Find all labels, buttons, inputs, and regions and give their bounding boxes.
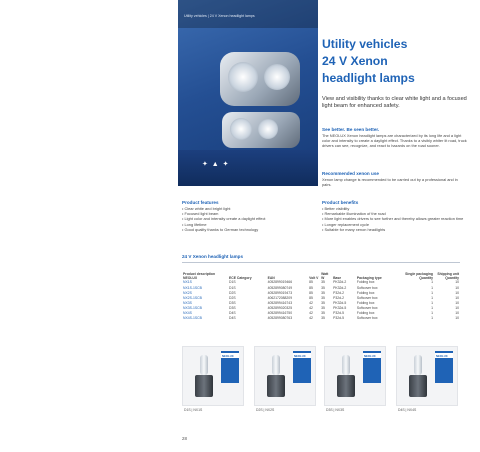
table-cell: NX1S [183,280,192,285]
table-cell: 1 [431,280,433,285]
catalog-page [178,0,468,452]
table-cell: PK32d-2 [333,285,347,290]
package-box [435,351,453,383]
table-cell: 1 [431,290,433,295]
table-cell: PK32d-5 [333,305,347,310]
table-cell: P32d-5 [333,316,345,321]
table-top-rule [182,262,460,263]
table-cell: D1S [229,285,236,290]
package-box [293,351,311,383]
xenon-bulb-icon [403,355,433,401]
table-cell: 85 [309,295,313,300]
table-cell: NX2S [183,290,192,295]
product-label: D2S | NX2S [256,408,275,412]
table-cell: Folding box [356,310,375,315]
table-cell: 4052899019466 [267,280,293,285]
col-header: EAN [267,276,275,281]
list-item: • Focused light beam [182,211,318,216]
table-cell: 35 [321,316,325,321]
table-cell: PK32d-2 [333,280,347,285]
table-cell: D1S [229,280,236,285]
table-title: 24 V Xenon headlight lamps [182,254,244,259]
table-cell: D2S [229,290,236,295]
table-cell: Folding box [356,280,375,285]
col-header: Volt V [309,276,319,281]
table-cell: PK32d-5 [333,300,347,305]
table-cell: 35 [321,290,325,295]
product-image [182,346,244,406]
table-cell: P32d-5 [333,310,345,315]
list-item: • Long lifetime [182,222,318,227]
table-cell: NX1S-1SCB [183,285,202,290]
brand-label: NEOLUX [436,354,448,358]
table-cell: 4052899019473 [267,290,293,295]
table-cell: 4052899416743 [267,300,293,305]
product-image [254,346,316,406]
truck-logo: ✦ ▲ ✦ [202,161,230,168]
table-cell: 85 [309,290,313,295]
table-cell: 10 [455,300,459,305]
table-cell: Folding box [356,300,375,305]
table-cell: 35 [321,305,325,310]
table-cell: 4052899020325 [267,305,293,310]
table-cell: 35 [321,295,325,300]
col-header: Base [333,276,342,281]
headlight-upper [220,52,300,106]
list-item: • Better visibility [322,206,468,211]
see-better-text: The NEOLUX Xenon headlight lamps are characterized by its long life and a light color and intensity to create a daylight effect. Thanks to a visibly whiter lit road, truck drivers can see, recognize, and react to hazards on the road sooner. [322,133,467,149]
product-image [324,346,386,406]
table-cell: 85 [309,285,313,290]
brand-label: NEOLUX [294,354,306,358]
col-header: ECE Category [229,276,252,281]
table-cell: 4052899080749 [267,285,293,290]
xenon-bulb-icon [331,355,361,401]
table-cell: 10 [455,280,459,285]
col-header: Single packaging Quantity [405,272,433,281]
product-label: D3S | NX3S [326,408,345,412]
features-heading: Product features [182,200,219,205]
table-cell: 35 [321,310,325,315]
table-cell: 1 [431,300,433,305]
intro-text: View and visibility thanks to clear white light and a focused light beam for enhanced safety. [322,96,467,110]
table-cell: 35 [321,300,325,305]
breadcrumb: Utility vehicles | 24 V Xenon headlight lamps [184,14,255,18]
table-cell: NX3S [183,300,192,305]
table-cell: 1 [431,316,433,321]
list-item: • Remarkable illumination of the road [322,211,468,216]
package-box [363,351,381,383]
list-item: • Clear white and bright light [182,206,318,211]
table-cell: 10 [455,285,459,290]
benefits-list [322,206,468,232]
table-cell: NX4S-1SCB [183,316,202,321]
list-item: • More light enables drivers to see further and thereby allows greater reaction time [322,216,468,221]
table-cell: 10 [455,295,459,300]
col-header: Watt W [321,272,329,281]
product-label: D4S | NX4S [398,408,417,412]
list-item: • Light color and intensity create a daylight effect [182,216,318,221]
truck-grille [178,150,318,186]
table-row [182,316,460,321]
package-box [221,351,239,383]
xenon-bulb-icon [261,355,291,401]
table-cell: 10 [455,316,459,321]
table-cell: P32d-2 [333,295,345,300]
table-cell: 35 [321,280,325,285]
table-cell: D4S [229,316,236,321]
col-header: Packaging type [356,276,382,281]
table-cell: 42 [309,310,313,315]
list-item: • Good quality thanks to German technology [182,227,318,232]
table-cell: 1 [431,285,433,290]
product-label: D1S | NX1S [184,408,203,412]
table-cell: D4S [229,310,236,315]
table-cell: 1 [431,295,433,300]
table-cell: 42 [309,305,313,310]
table-cell: 4052899080763 [267,316,293,321]
table-cell: 10 [455,310,459,315]
table-cell: NX3S-1SCB [183,305,202,310]
table-cell: 1 [431,310,433,315]
table-cell: NX2S-1SCB [183,295,202,300]
brand-label: NEOLUX [222,354,234,358]
recommended-heading: Recommended xenon use [322,171,379,176]
col-header: Shipping unit Quantity [437,272,459,281]
table-cell: Softcover box [356,305,378,310]
table-cell: 35 [321,285,325,290]
list-item: • Longer replacement cycle [322,222,468,227]
table-cell: 85 [309,280,313,285]
see-better-heading: See better. Be seen better. [322,127,380,132]
recommended-text: Xenon lamp change is recommended to be carried out by a professional and in pairs. [322,177,458,188]
table-cell: P32d-2 [333,290,345,295]
benefits-heading: Product benefits [322,200,359,205]
features-list [182,206,318,232]
table-cell: D3S [229,300,236,305]
xenon-bulb-icon [189,355,219,401]
page-number: 28 [182,436,187,441]
table-cell: 1 [431,305,433,310]
table-cell: 10 [455,305,459,310]
brand-label: NEOLUX [364,354,376,358]
table-cell: D2S [229,295,236,300]
table-cell: NX4S [183,310,192,315]
table-cell: Folding box [356,290,375,295]
table-cell: 10 [455,290,459,295]
table-cell: 4062172088209 [267,295,293,300]
page-title: Utility vehicles 24 V Xenon headlight lamps [322,37,415,85]
table-cell: Softcover box [356,295,378,300]
truck-headlight-photo [178,0,318,186]
table-header-row [182,272,460,280]
col-header: Product description NEOLUX [183,272,216,281]
table-cell: D3S [229,305,236,310]
list-item: • Suitable for many xenon headlights [322,227,468,232]
table-cell: Softcover box [356,316,378,321]
table-cell: Softcover box [356,285,378,290]
product-image [396,346,458,406]
headlight-lower [222,112,300,148]
table-cell: 42 [309,316,313,321]
table-cell: 4052899416750 [267,310,293,315]
product-table [182,272,460,321]
table-cell: 42 [309,300,313,305]
